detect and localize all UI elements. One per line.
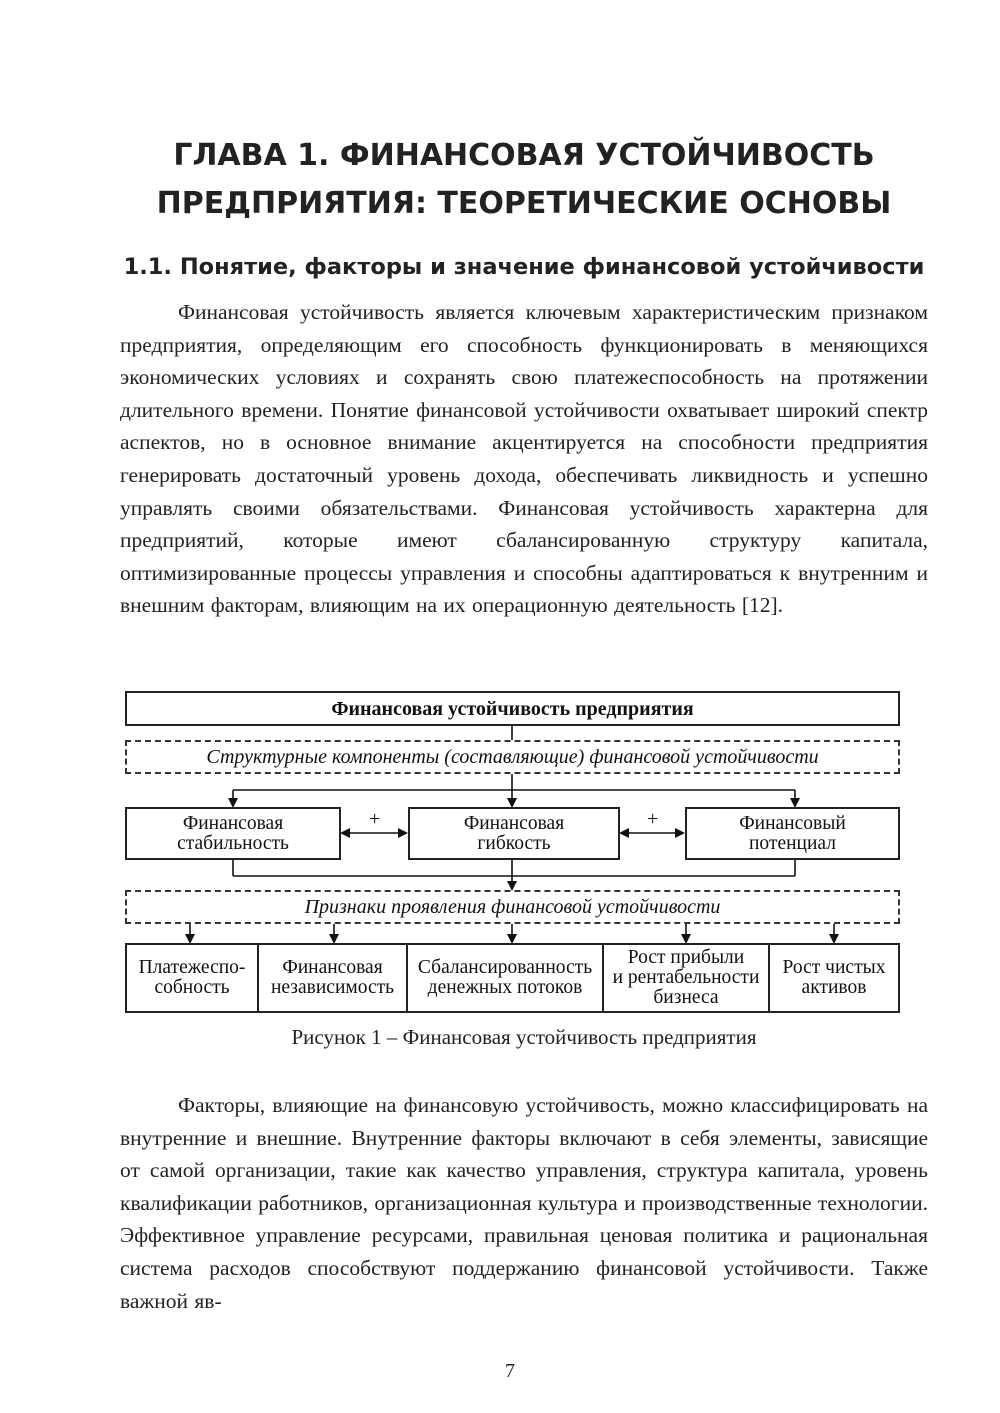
figure-top-box: Финансовая устойчивость предприятия [125, 691, 900, 726]
plus-sign-left: + [369, 808, 381, 830]
sign-5-line-1: Рост чистых [782, 957, 886, 978]
paragraph-1: Финансовая устойчивость является ключевым характеристическим признаком предприятия, определяющим его способность функционировать в меняющихся экономических условиях и сохранять свою платежеспособность на протяжении длительного времени. Понятие финансовой устойчивости охватывает широкий спектр аспектов, но в основное внимание акцентируется на способности предприятия генерировать достаточный уровень дохода, обеспечивать ликвидность и успешно управлять своими обязательствами. Финансовая устойчивость характерна для предприятий, которые имеют сбалансированную структуру капитала, оптимизированные процессы управления и способны адаптироваться к внутренним и внешним факторам, влияющим на их операционную деятельность [12]. [120, 300, 928, 618]
component-3-line-2: потенциал [749, 832, 836, 854]
sign-3-line-2: денежных потоков [427, 977, 583, 998]
signs-row [125, 943, 900, 1013]
sign-financial-independence [259, 945, 408, 1011]
sign-4-line-1: Рост прибыли [627, 947, 745, 968]
component-1-line-2: стабильность [177, 832, 289, 854]
paragraph-2: Факторы, влияющие на финансовую устойчивость, можно классифицировать на внутренние и внешние. Внутренние факторы включают в себя элементы, зависящие от самой организации, такие как качество управления, структура капитала, уровень квалификации работников, организационная культура и производственные технологии. Эффективное управление ресурсами, правильная ценовая политика и рациональная система расходов способствуют поддержанию финансовой устойчивости. Также важной яв- [120, 1093, 928, 1313]
sign-5-line-2: активов [801, 977, 867, 998]
section-title: 1.1. Понятие, факторы и значение финансовой устойчивости [123, 254, 925, 280]
component-1-line-1: Финансовая [182, 812, 284, 834]
sign-2-line-2: независимость [270, 977, 395, 998]
page-number: 7 [505, 1360, 515, 1382]
figure-structural-components-box: Структурные компоненты (составляющие) финансовой устойчивости [125, 740, 900, 774]
chapter-title-line-1: ГЛАВА 1. ФИНАНСОВАЯ УСТОЙЧИВОСТЬ [173, 138, 875, 173]
figure-caption: Рисунок 1 – Финансовая устойчивость предприятия [291, 1025, 757, 1049]
sign-balanced-cash-flows [408, 945, 604, 1011]
sign-4-line-2: и рентабельности [612, 967, 760, 988]
sign-4-line-3: бизнеса [653, 987, 719, 1008]
chapter-title-line-2: ПРЕДПРИЯТИЯ: ТЕОРЕТИЧЕСКИЕ ОСНОВЫ [156, 186, 892, 221]
figure-signs-box: Признаки проявления финансовой устойчивости [125, 890, 900, 924]
component-financial-stability [125, 807, 341, 860]
component-financial-flexibility [408, 807, 620, 860]
plus-sign-right: + [647, 808, 659, 830]
component-2-line-2: гибкость [477, 832, 551, 854]
component-financial-potential [685, 807, 900, 860]
sign-profit-growth [604, 945, 770, 1011]
sign-2-line-1: Финансовая [282, 957, 383, 978]
chapter-title [60, 132, 988, 228]
component-3-line-1: Финансовый [739, 812, 846, 834]
component-2-line-1: Финансовая [463, 812, 565, 834]
sign-solvency [127, 945, 259, 1011]
sign-net-assets-growth [770, 945, 898, 1011]
sign-1-line-1: Платежеспо- [138, 957, 246, 978]
sign-3-line-1: Сбалансированность [417, 957, 593, 978]
sign-1-line-2: собность [154, 977, 230, 998]
